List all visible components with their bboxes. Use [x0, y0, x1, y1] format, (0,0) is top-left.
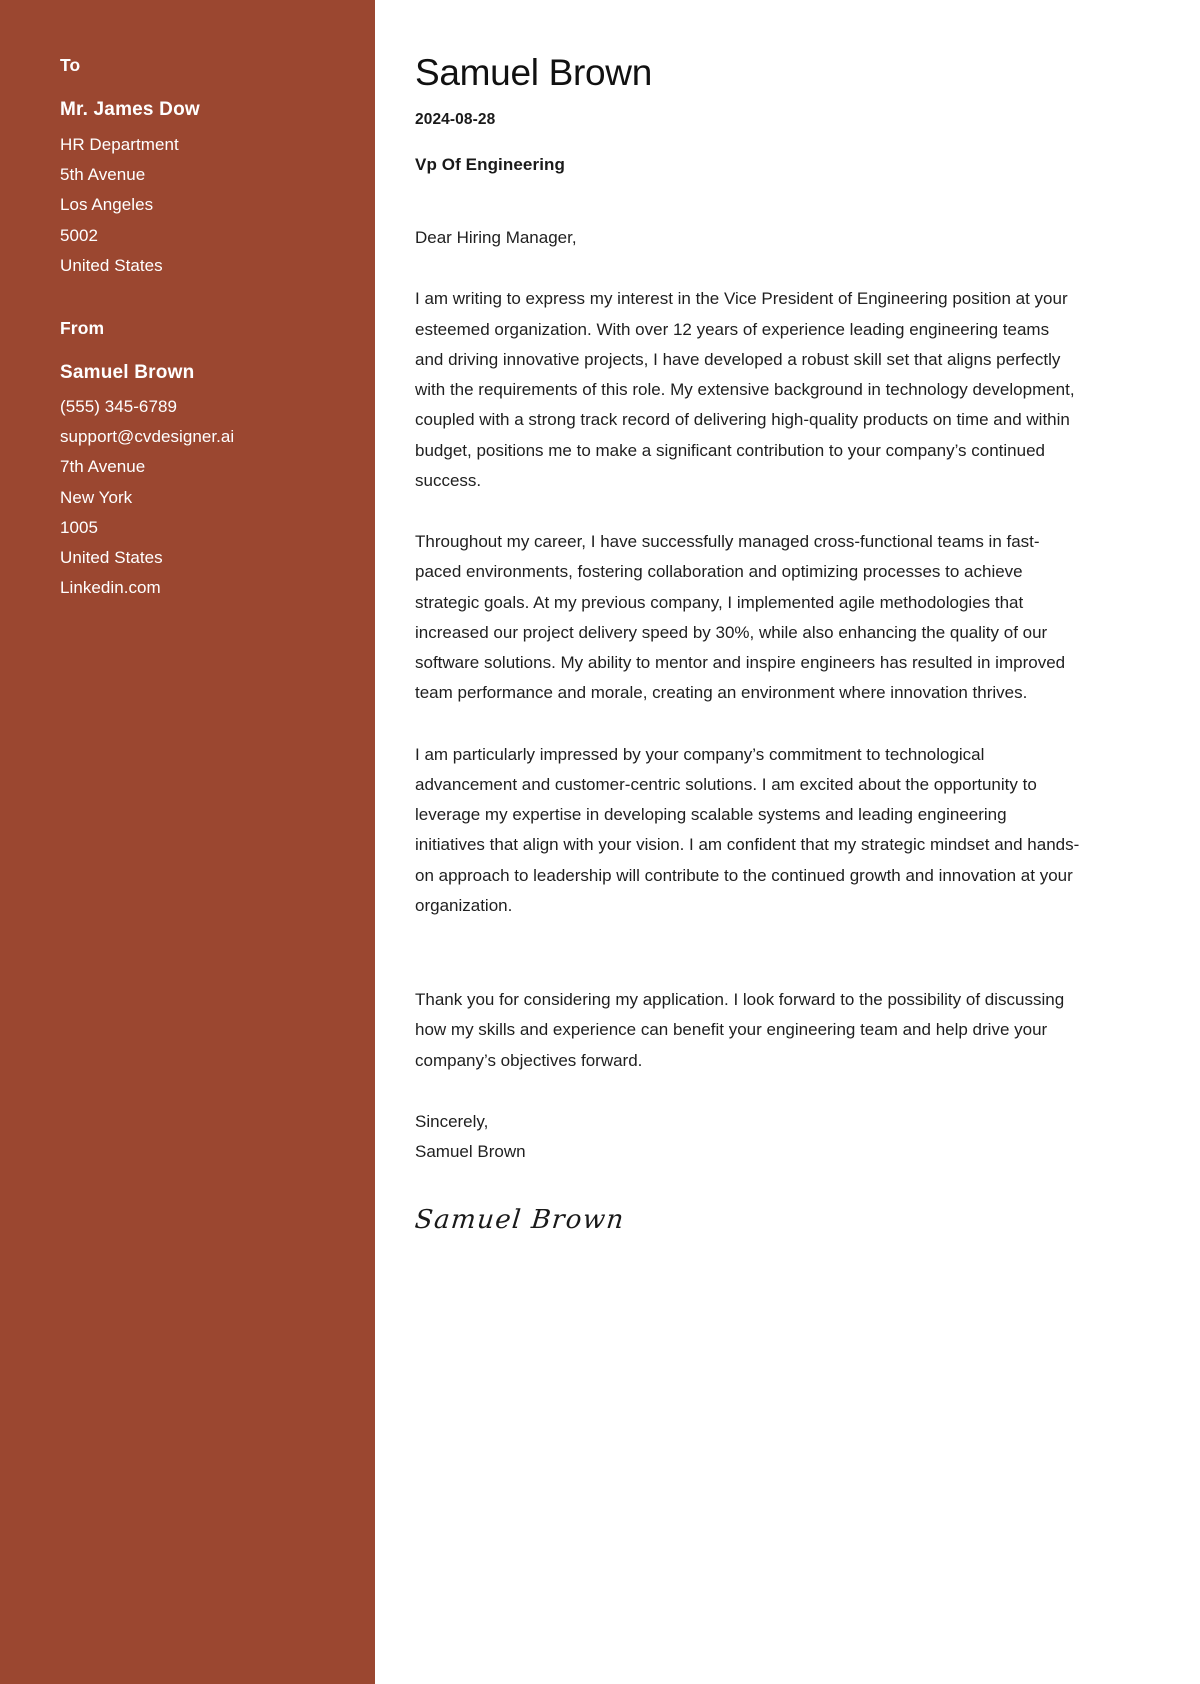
letter-salutation: Dear Hiring Manager, — [415, 227, 577, 247]
closing-name: Samuel Brown — [415, 1142, 526, 1162]
sender-line-postal-code: 1005 — [60, 517, 99, 537]
letter-position: Vp Of Engineering — [415, 154, 565, 174]
recipient-line-country: United States — [60, 255, 163, 275]
letter-date: 2024-08-28 — [415, 110, 496, 128]
sender-line-city: New York — [60, 487, 133, 507]
recipient-line-city: Los Angeles — [60, 195, 154, 215]
sender-line-email: support@cvdesigner.ai — [60, 427, 235, 446]
sender-line-phone: (555) 345-6789 — [60, 396, 177, 416]
sender-section-label: From — [60, 318, 105, 338]
letter-paragraph-4: Thank you for considering my application. I look forward to the possibility of discussing how my skills and experience can benefit your engineering team and help drive your company’s objectives forward. — [415, 990, 1065, 1070]
recipient-section-label: To — [60, 55, 81, 75]
sender-block — [60, 318, 375, 604]
letter-paragraph-1: I am writing to express my interest in the Vice President of Engineering position at your esteemed organization. With over 12 years of experience leading engineering teams and driving innovative projects, I have developed a robust skill set that aligns perfectly with the requirements of this role. My extensive background in technology development, coupled with a strong track record of delivering high-quality products on time and within budget, positions me to make a significant contribution to your company’s continued success. — [415, 289, 1075, 490]
closing-salutation: Sincerely, — [415, 1111, 489, 1131]
recipient-line-street: 5th Avenue — [60, 165, 146, 184]
recipient-line-postal-code: 5002 — [60, 225, 99, 245]
letter-body — [375, 0, 1200, 1684]
letter-paragraph-2: Throughout my career, I have successfully managed cross-functional teams in fast-paced environments, fostering collaboration and optimizing processes to achieve strategic goals. At my previous company, I implemented agile methodologies that increased our project delivery speed by 30%, while also enhancing the quality of our software solutions. My ability to mentor and inspire engineers has resulted in improved team performance and morale, creating an environment where innovation thrives. — [415, 532, 1066, 703]
handwritten-signature: Samuel Brown — [413, 1205, 627, 1236]
recipient-line-department: HR Department — [60, 134, 179, 154]
sidebar — [0, 0, 375, 1684]
sender-line-linkedin: Linkedin.com — [60, 578, 161, 598]
page-title: Samuel Brown — [415, 52, 653, 93]
sender-line-street: 7th Avenue — [60, 457, 146, 477]
sender-line-country: United States — [60, 548, 163, 567]
sender-name: Samuel Brown — [60, 362, 195, 383]
letter-paragraph-3: I am particularly impressed by your company’s commitment to technological advancement and customer-centric solutions. I am excited about the opportunity to leverage my expertise in developing scalable systems and leading engineering initiatives that align with your vision. I am confident that my strategic mindset and hands-on approach to leadership will contribute to the continued growth and innovation at your organization. — [415, 744, 1080, 915]
recipient-name: Mr. James Dow — [60, 99, 200, 120]
recipient-block — [60, 55, 375, 281]
